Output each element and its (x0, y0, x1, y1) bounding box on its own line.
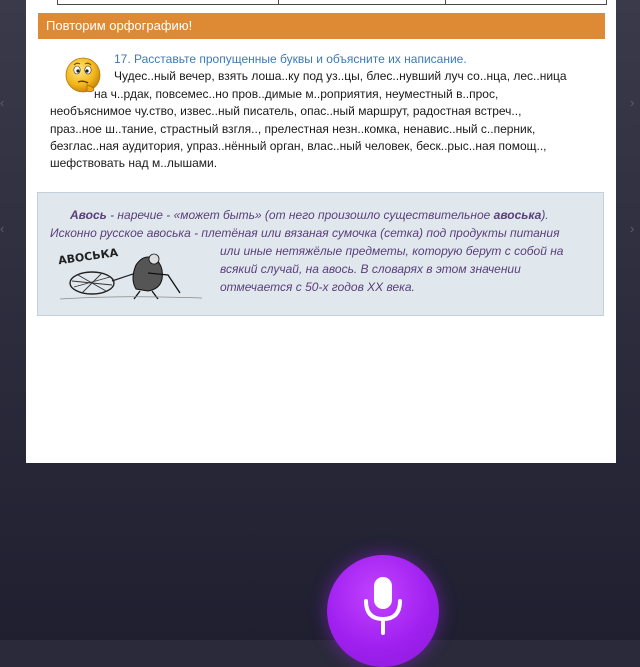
right-edge-chevron-icon: › (630, 95, 635, 110)
exercise-line: праз..ное ш..тание, страстный взгля.., прелестная незн..комка, ненавис..ный с..перник, (50, 121, 536, 136)
exercise-title: 17. Расставьте пропущенные буквы и объясните их написание. (114, 52, 467, 66)
exercise-17 (46, 51, 596, 173)
info-line: всякий случай, на авось. В словарях в этом значении (220, 262, 521, 276)
info-headword: Авось (70, 208, 107, 222)
info-derived-word: авоська (493, 208, 542, 222)
table-fragment (57, 0, 607, 5)
exercise-line: Чудес..ный вечер, взять лоша..ку под уз..цы, блес..нувший луч со..нца, лес..ница (114, 69, 567, 84)
exercise-line: на ч..рдак, повсемес..но пров..димые м..роприятия, неуместный в..прос, (94, 86, 499, 101)
microphone-icon (360, 575, 406, 637)
info-line: или иные нетяжёлые предметы, которую берут с собой на (220, 244, 564, 258)
info-box-avos (37, 192, 604, 316)
left-edge-chevron-icon: ‹ (0, 221, 5, 236)
info-line: Исконно русское авоська - плетёная или вязаная сумочка (сетка) под продукты питания (50, 226, 560, 240)
info-line: отмечается с 50-х годов XX века. (220, 280, 415, 294)
right-edge-chevron-icon: › (630, 221, 635, 236)
section-banner: Повторим орфографию! (38, 13, 605, 39)
exercise-line: необъяснимое чу.ство, извес..ный писатель, опас..ный маршрут, радостная встреч.., (50, 104, 522, 119)
left-edge-chevron-icon: ‹ (0, 95, 5, 110)
info-definition: Авось - наречие - «может быть» (от него произошло существительное авоська). (70, 208, 549, 222)
exercise-line: шефствовать над м..лышами. (50, 156, 218, 171)
sketch-caption: АВОСЬКА (57, 246, 119, 268)
avoska-sketch-illustration (52, 243, 208, 301)
textbook-page (26, 0, 616, 463)
voice-input-button[interactable] (327, 555, 439, 667)
exercise-line: безглас..ная аудитория, упраз..нённый орган, влас..ный человек, беск..рыс..ная помощ.., (50, 139, 547, 154)
